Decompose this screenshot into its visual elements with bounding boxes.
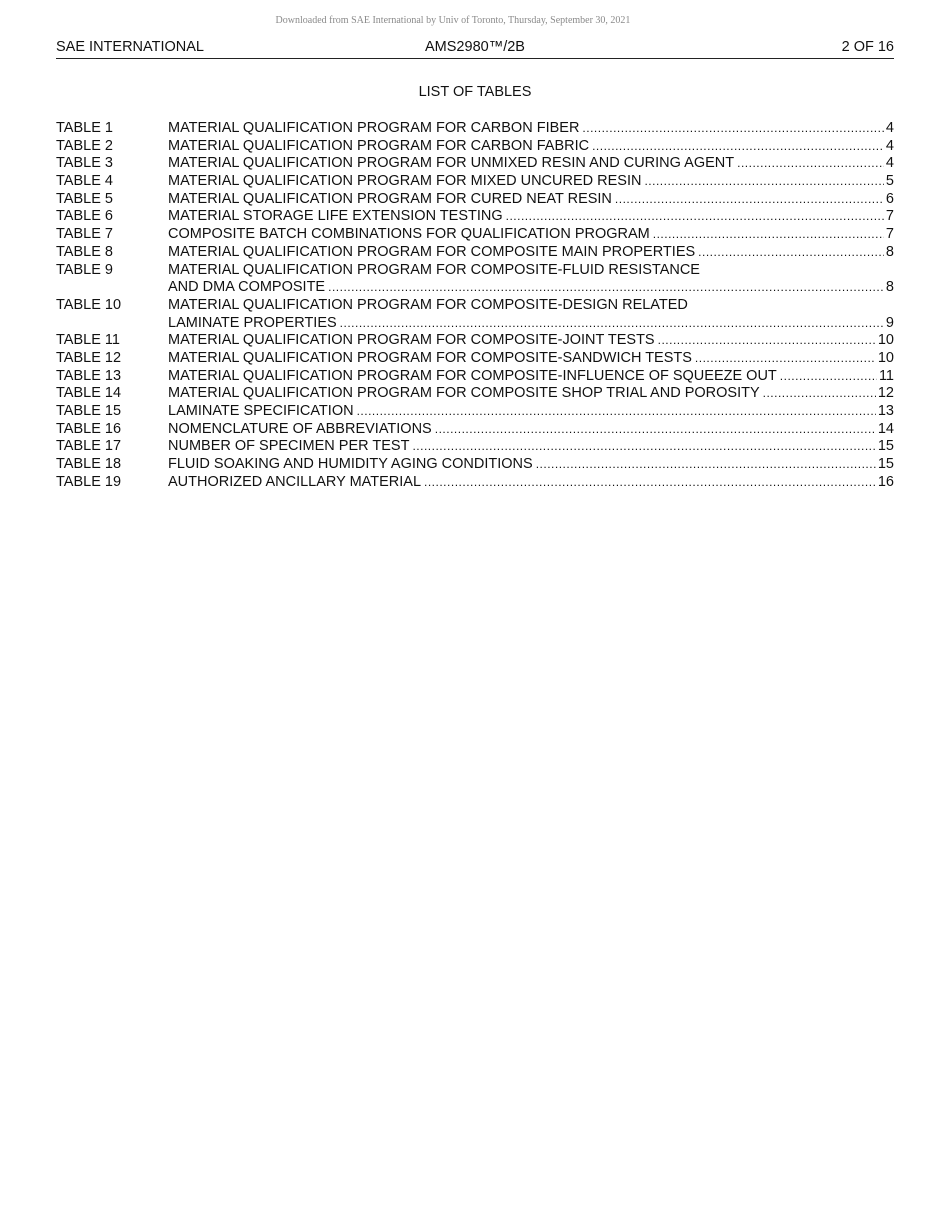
toc-entry-number: TABLE 11 [56,332,120,349]
toc-entry-page: 7 [885,226,894,243]
toc-entry-number: TABLE 18 [56,456,122,473]
toc-entry-number: TABLE 16 [56,420,122,437]
toc-entry-page: 16 [877,473,894,490]
toc-entry-title: NOMENCLATURE OF ABBREVIATIONS [168,420,432,437]
header-doc-id: AMS2980™/2B [425,39,525,55]
toc-entry-page: 4 [885,155,894,172]
toc-entry[interactable] [56,208,894,226]
toc-entry-page: 4 [885,120,894,136]
toc-entry[interactable] [56,403,894,421]
toc-entry-page: 6 [885,190,894,207]
toc-entry-page: 5 [885,173,894,190]
dot-leader [737,155,884,173]
toc-entry-title: MATERIAL QUALIFICATION PROGRAM FOR CURED NEAT RESIN [168,190,612,207]
toc-entry-title: MATERIAL QUALIFICATION PROGRAM FOR COMPOSITE-SANDWICH TESTS [168,349,692,366]
toc-entry-title: LAMINATE SPECIFICATION [168,403,354,420]
dot-leader [653,226,884,244]
toc-entry-page: 10 [877,332,894,349]
toc-entry-title: MATERIAL STORAGE LIFE EXTENSION TESTING [168,208,503,225]
dot-leader [506,208,884,226]
toc-entry-title: MATERIAL QUALIFICATION PROGRAM FOR COMPOSITE-DESIGN RELATED [168,296,688,313]
dot-leader [780,368,877,386]
page-header [56,38,894,59]
toc-entry-title: LAMINATE PROPERTIES [168,314,337,331]
toc-entry[interactable] [56,173,894,191]
toc-entry-title: AND DMA COMPOSITE [168,279,326,296]
dot-leader [424,474,876,492]
toc-entry[interactable] [56,456,894,474]
toc-entry-page: 4 [885,137,894,154]
toc-entry-page: 11 [878,367,894,384]
toc-entry[interactable] [56,474,894,492]
dot-leader [328,279,884,297]
toc-entry[interactable] [56,262,894,297]
toc-entry-number: TABLE 2 [56,137,113,154]
toc-entry-page: 15 [877,456,894,473]
dot-leader [357,403,876,421]
toc-entry-page: 15 [877,438,894,455]
toc-entry-number: TABLE 17 [56,438,122,455]
dot-leader [644,173,883,191]
toc-entry-number: TABLE 8 [56,243,113,260]
toc-entry-page: 7 [885,208,894,225]
toc-entry-number: TABLE 14 [56,385,122,402]
dot-leader [340,315,884,333]
toc-entry-title: MATERIAL QUALIFICATION PROGRAM FOR MIXED UNCURED RESIN [168,173,642,190]
toc-entry[interactable] [56,155,894,173]
dot-leader [658,332,876,350]
header-org: SAE INTERNATIONAL [56,39,204,55]
toc-entry-title: MATERIAL QUALIFICATION PROGRAM FOR COMPOSITE MAIN PROPERTIES [168,243,696,260]
header-page-number: 2 OF 16 [841,39,894,55]
toc-entry-title: AUTHORIZED ANCILLARY MATERIAL [168,473,422,490]
toc-entry-title: COMPOSITE BATCH COMBINATIONS FOR QUALIFICATION PROGRAM [168,226,650,243]
dot-leader [763,385,876,403]
toc-entry-number: TABLE 15 [56,403,122,420]
toc-entry-title: MATERIAL QUALIFICATION PROGRAM FOR COMPOSITE-FLUID RESISTANCE [168,261,700,278]
toc-entry[interactable] [56,120,894,138]
toc-entry[interactable] [56,191,894,209]
toc-entry-title: MATERIAL QUALIFICATION PROGRAM FOR COMPOSITE-JOINT TESTS [168,332,655,349]
toc-entry-number: TABLE 1 [56,120,113,136]
list-of-tables [56,120,894,491]
toc-entry[interactable] [56,297,894,332]
toc-entry[interactable] [56,368,894,386]
toc-entry[interactable] [56,385,894,403]
dot-leader [435,421,876,439]
dot-leader [412,438,875,456]
toc-entry-title: MATERIAL QUALIFICATION PROGRAM FOR CARBON FABRIC [168,137,590,154]
toc-entry-number: TABLE 13 [56,367,122,384]
toc-entry[interactable] [56,421,894,439]
dot-leader [536,456,876,474]
toc-entry-number: TABLE 7 [56,226,113,243]
toc-entry-title: MATERIAL QUALIFICATION PROGRAM FOR COMPOSITE-INFLUENCE OF SQUEEZE OUT [168,367,777,384]
toc-entry-title: FLUID SOAKING AND HUMIDITY AGING CONDITIONS [168,456,533,473]
dot-leader [582,120,884,138]
toc-entry-number: TABLE 6 [56,208,113,225]
toc-entry-number: TABLE 3 [56,155,113,172]
toc-entry-page: 14 [877,420,894,437]
dot-leader [698,244,884,262]
toc-entry-number: TABLE 9 [56,261,113,278]
download-watermark: Downloaded from SAE International by Univ of Toronto, Thursday, September 30, 2021 [275,15,631,26]
dot-leader [695,350,876,368]
toc-entry[interactable] [56,244,894,262]
toc-entry[interactable] [56,138,894,156]
toc-entry-number: TABLE 10 [56,296,122,313]
toc-entry-title: MATERIAL QUALIFICATION PROGRAM FOR COMPOSITE SHOP TRIAL AND POROSITY [168,385,760,402]
toc-entry-page: 10 [877,349,894,366]
toc-entry-page: 13 [877,403,894,420]
toc-entry[interactable] [56,332,894,350]
toc-entry[interactable] [56,226,894,244]
list-of-tables-title: LIST OF TABLES [418,84,532,100]
toc-entry-number: TABLE 12 [56,349,122,366]
toc-entry[interactable] [56,438,894,456]
toc-entry-page: 8 [885,279,894,296]
toc-entry-number: TABLE 5 [56,190,113,207]
dot-leader [592,138,884,156]
toc-entry-page: 9 [885,314,894,331]
toc-entry-title: NUMBER OF SPECIMEN PER TEST [168,438,410,455]
toc-entry[interactable] [56,350,894,368]
toc-entry-title: MATERIAL QUALIFICATION PROGRAM FOR UNMIXED RESIN AND CURING AGENT [168,155,735,172]
toc-entry-page: 8 [885,243,894,260]
dot-leader [615,191,884,209]
toc-entry-title: MATERIAL QUALIFICATION PROGRAM FOR CARBON FIBER [168,120,580,136]
toc-entry-page: 12 [877,385,894,402]
toc-entry-number: TABLE 4 [56,173,113,190]
toc-entry-number: TABLE 19 [56,473,122,490]
